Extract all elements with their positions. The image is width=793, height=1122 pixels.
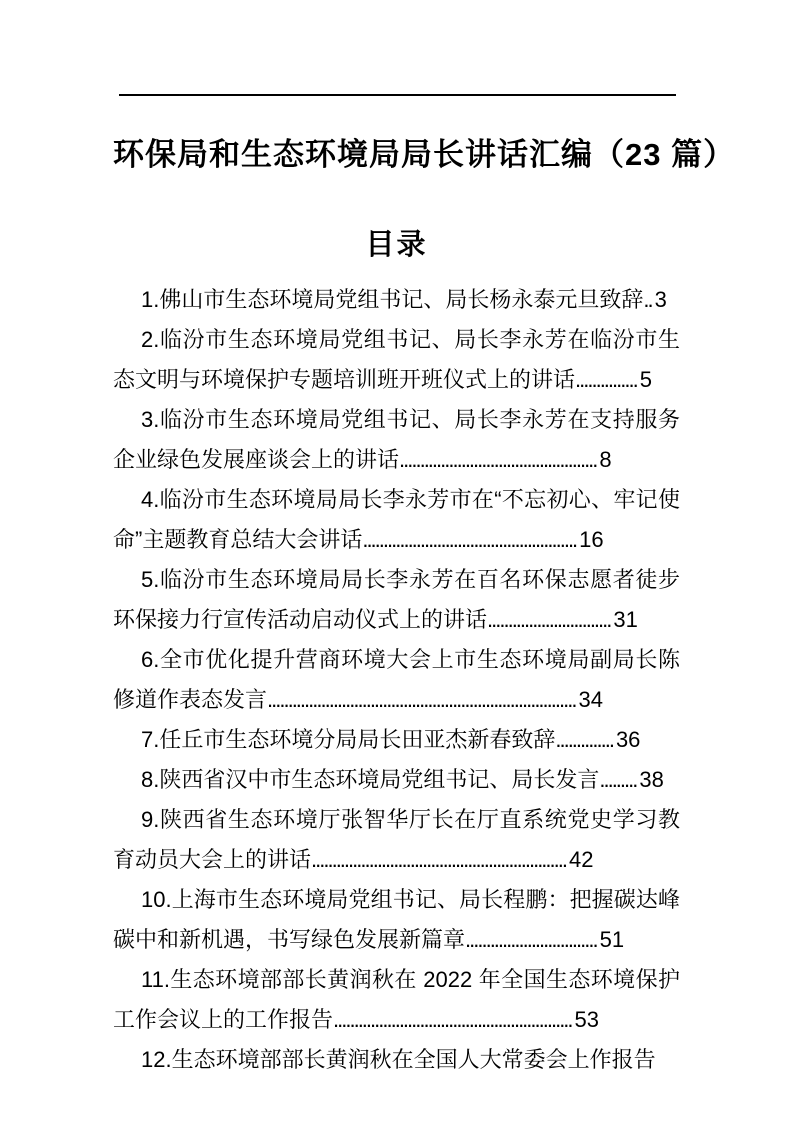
toc-entry-title: 6.全市优化提升营商环境大会上市生态环境局副局长陈修道作表态发言 bbox=[113, 647, 680, 712]
document-title: 环保局和生态环境局局长讲话汇编（23 篇） bbox=[113, 137, 736, 172]
toc-entry-leader: .......................................................... bbox=[333, 1007, 572, 1032]
toc-entry-page: 5 bbox=[639, 367, 652, 392]
toc-entry-leader: .................................................... bbox=[362, 527, 577, 552]
toc-entry-leader: ......... bbox=[599, 767, 637, 792]
toc-entry-leader: .. bbox=[643, 287, 652, 312]
toc-entry-leader: ................................................ bbox=[399, 447, 597, 472]
toc-entry[interactable] bbox=[113, 640, 680, 720]
toc-entry-page: 34 bbox=[578, 687, 603, 712]
toc-entry-title: 1.佛山市生态环境局党组书记、局长杨永泰元旦致辞 bbox=[141, 287, 644, 312]
toc-entry-page: 3 bbox=[654, 287, 667, 312]
toc-entry-title: 10.上海市生态环境局党组书记、局长程鹏：把握碳达峰碳中和新机遇，书写绿色发展新篇章 bbox=[113, 887, 680, 952]
toc-entry-page: 53 bbox=[574, 1007, 600, 1032]
toc-entry-title: 11.生态环境部部长黄润秋在 2022 年全国生态环境保护工作会议上的工作报告 bbox=[113, 967, 680, 1032]
toc-entry[interactable] bbox=[113, 400, 680, 480]
toc-entry-page: 36 bbox=[615, 727, 641, 752]
toc-entry-page: 38 bbox=[639, 767, 664, 792]
toc-entry[interactable] bbox=[113, 880, 680, 960]
toc-entry-title: 12.生态环境部部长黄润秋在全国人大常委会上作报告 bbox=[141, 1047, 656, 1072]
toc-entry-page: 31 bbox=[613, 607, 638, 632]
toc-entry-title: 7.任丘市生态环境分局局长田亚杰新春致辞 bbox=[141, 727, 556, 752]
toc-entry-title: 2.临汾市生态环境局党组书记、局长李永芳在临汾市生态文明与环境保护专题培训班开班仪式上的讲话 bbox=[113, 327, 680, 392]
toc-entry-leader: ............... bbox=[575, 367, 637, 392]
toc-entry-page bbox=[656, 1047, 659, 1072]
toc-entry-leader: .............................. bbox=[487, 607, 611, 632]
toc-entry[interactable] bbox=[113, 800, 680, 880]
toc-entry-title: 4.临汾市生态环境局局长李永芳市在“不忘初心、牢记使命”主题教育总结大会讲话 bbox=[113, 487, 680, 552]
header-rule bbox=[119, 94, 676, 96]
toc-entry-title: 8.陕西省汉中市生态环境局党组书记、局长发言 bbox=[141, 767, 600, 792]
toc-entry-title: 5.临汾市生态环境局局长李永芳在百名环保志愿者徒步环保接力行宣传活动启动仪式上的讲话 bbox=[113, 567, 680, 632]
toc-entry-leader: .............................................................. bbox=[311, 847, 566, 872]
toc-entry[interactable] bbox=[113, 320, 680, 400]
toc-heading: 目录 bbox=[365, 229, 428, 261]
toc-entry-page: 42 bbox=[568, 847, 594, 872]
toc-entry[interactable] bbox=[113, 720, 680, 760]
toc-entry[interactable] bbox=[113, 280, 680, 320]
toc-entry[interactable] bbox=[113, 760, 680, 800]
toc-entry-leader: ........................................................................... bbox=[267, 687, 576, 712]
toc-entry-leader: .............. bbox=[555, 727, 613, 752]
toc-entry[interactable] bbox=[113, 1040, 680, 1080]
toc-entry-leader: ................................ bbox=[465, 927, 597, 952]
toc-entry[interactable] bbox=[113, 960, 680, 1040]
toc-list bbox=[113, 280, 680, 1080]
toc-entry-page: 8 bbox=[599, 447, 612, 472]
toc-entry-page: 16 bbox=[579, 527, 604, 552]
toc-entry-title: 3.临汾市生态环境局党组书记、局长李永芳在支持服务企业绿色发展座谈会上的讲话 bbox=[113, 407, 680, 472]
toc-entry[interactable] bbox=[113, 480, 680, 560]
toc-entry[interactable] bbox=[113, 560, 680, 640]
toc-entry-title: 9.陕西省生态环境厅张智华厅长在厅直系统党史学习教育动员大会上的讲话 bbox=[113, 807, 680, 872]
toc-entry-page: 51 bbox=[599, 927, 625, 952]
